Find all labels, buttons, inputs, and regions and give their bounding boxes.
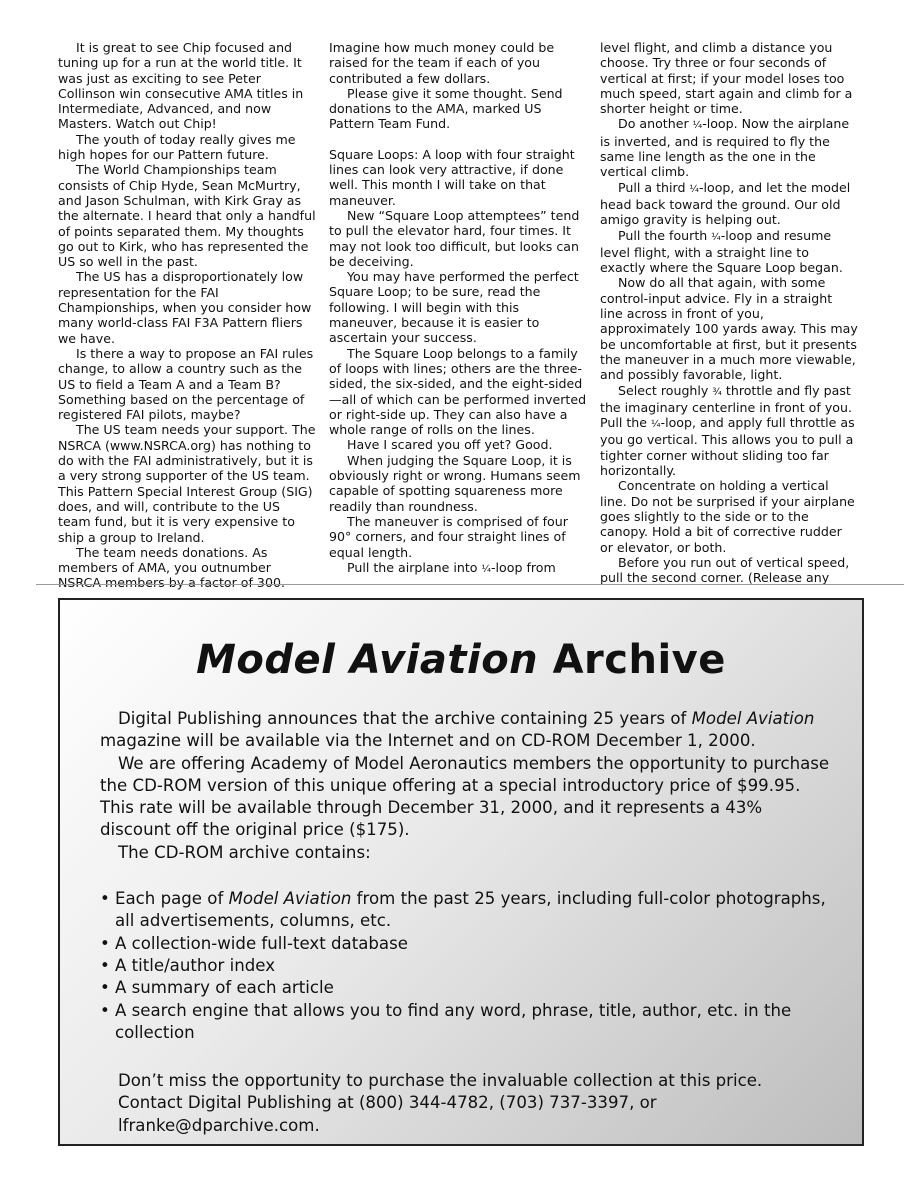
paragraph: The US has a disproportionately low representation for the FAI Championships, when you consider how many world-class FAI F3A Pattern fliers we have. (58, 269, 312, 346)
paragraph: Pull the fourth ¼-loop and resume level flight, with a straight line to exactly where the Square Loop began. (600, 227, 843, 276)
article-columns (58, 40, 858, 591)
paragraph: Before you run out of vertical speed, pull the second corner. (Release any (600, 554, 850, 586)
paragraph: Do another ¼-loop. Now the airplane is inverted, and is required to fly the same line length as the one in the vertical climb. (600, 116, 850, 180)
ad-intro: Digital Publishing announces that the archive containing 25 years of Model Aviation magazine will be available via the Internet and on CD-ROM December 1, 2000. (100, 709, 815, 751)
paragraph: level flight, and climb a distance you choose. Try three or four seconds of vertical at first; if your model loses too much speed, start again and climb for a shorter height or time. (600, 40, 853, 117)
list-item: • A summary of each article (100, 977, 830, 999)
ad-feature-list (100, 888, 830, 1044)
ad-title: Model Aviation Archive (196, 637, 726, 683)
bullet-icon: • (100, 933, 110, 953)
ad-contains-heading: The CD-ROM archive contains: (118, 842, 371, 862)
paragraph: Have I scared you off yet? Good. (347, 437, 553, 453)
column-3 (600, 40, 858, 591)
divider (36, 584, 904, 585)
ad-closing-line: Don’t miss the opportunity to purchase the invaluable collection at this price. (118, 1071, 763, 1091)
paragraph: It is great to see Chip focused and tuning up for a run at the world title. It was just as exciting to see Peter Collinson win consecutive AMA titles in Intermediate, Advanced, and now Masters. Watch out Chip! (58, 40, 304, 132)
paragraph: You may have performed the perfect Square Loop; to be sure, read the following. I will begin with this maneuver, because it is easier to ascertain your success. (329, 269, 579, 346)
list-item: • A title/author index (100, 955, 830, 977)
paragraph: Is there a way to propose an FAI rules change, to allow a country such as the US to field a Team A and a Team B? Something based on the percentage of registered FAI pilots, maybe? (58, 345, 314, 423)
paragraph: Concentrate on holding a vertical line. Do not be surprised if your airplane goes slightly to the side or to the canopy. Hold a bit of corrective rudder or elevator, or both. (600, 478, 855, 555)
list-item: • A search engine that allows you to find any word, phrase, title, author, etc. in the collection (100, 1000, 792, 1042)
column-2 (329, 40, 587, 591)
paragraph: New “Square Loop attemptees” tend to pull the elevator hard, four times. It may not look too difficult, but looks can be deceiving. (329, 207, 580, 269)
column-1 (58, 40, 316, 591)
list-item: • A collection-wide full-text database (100, 933, 830, 955)
ad-closing (100, 1070, 830, 1137)
paragraph: Pull a third ¼-loop, and let the model head back toward the ground. Our old amigo gravity is helping out. (600, 179, 851, 228)
paragraph: The World Championships team consists of Chip Hyde, Sean McMurtry, and Jason Schulman, with Kirk Gray as the alternate. I heard that only a handful of points separated them. My thoughts go out to Kirk, who has represented the US so well in the past. (58, 162, 316, 270)
ad-body (100, 708, 830, 1137)
ad-contact-line: Contact Digital Publishing at (800) 344-4782, (703) 737-3397, or lfranke@dparchive.com. (118, 1093, 657, 1135)
bullet-icon: • (100, 955, 110, 975)
paragraph: The Square Loop belongs to a family of loops with lines; others are the three-sided, the six-sided, and the eight-sided—all of which can be performed inverted or right-side up. They can also have a whole range of rolls on the lines. (329, 345, 587, 438)
paragraph: The maneuver is comprised of four 90° corners, and four straight lines of equal length. (329, 513, 568, 560)
section-start-square-loops: Square Loops: A loop with four straight lines can look very attractive, if done well. This month I will take on that maneuver. (329, 146, 575, 208)
archive-ad-box (58, 598, 864, 1146)
paragraph: Now do all that again, with some control-input advice. Fly in a straight line across in front of you, approximately 100 yards away. This may be uncomfortable at first, but it presents the maneuver in a much more viewable, and possibly favorable, light. (600, 275, 858, 383)
paragraph: Please give it some thought. Send donations to the AMA, marked US Pattern Team Fund. (329, 85, 563, 132)
paragraph: Select roughly ¾ throttle and fly past the imaginary centerline in front of you. Pull the ¼-loop, and apply full throttle as you go vertical. This allows you to pull a tighter corner without sliding too far horizontally. (600, 382, 855, 479)
paragraph: The US team needs your support. The NSRCA (www.NSRCA.org) has nothing to do with the FAI administratively, but it is a very strong supporter of the US team. This Pattern Special Interest Group (SIG) does, and will, contribute to the US team fund, but it is very expensive to ship a group to Ireland. (58, 422, 316, 545)
ad-offer: We are offering Academy of Model Aeronautics members the opportunity to purchase the CD-ROM version of this unique offering at a special introductory price of $99.95. This rate will be available through December 31, 2000, and it represents a 43% discount off the original price ($175). (100, 753, 830, 840)
bullet-icon: • (100, 978, 110, 998)
paragraph: The youth of today really gives me high hopes for our Pattern future. (58, 131, 296, 163)
bullet-icon: • (100, 889, 110, 909)
list-item: • Each page of Model Aviation from the past 25 years, including full-color photographs, all advertisements, columns, etc. (100, 889, 826, 931)
paragraph: Pull the airplane into ¼-loop from (347, 559, 556, 575)
paragraph: The team needs donations. As members of AMA, you outnumber NSRCA members by a factor of 300. (58, 544, 285, 591)
paragraph: Imagine how much money could be raised for the team if each of you contributed a few dollars. (329, 40, 555, 86)
bullet-icon: • (100, 1000, 110, 1020)
paragraph: When judging the Square Loop, it is obviously right or wrong. Humans seem capable of spotting squareness more readily than roundness. (329, 452, 581, 514)
